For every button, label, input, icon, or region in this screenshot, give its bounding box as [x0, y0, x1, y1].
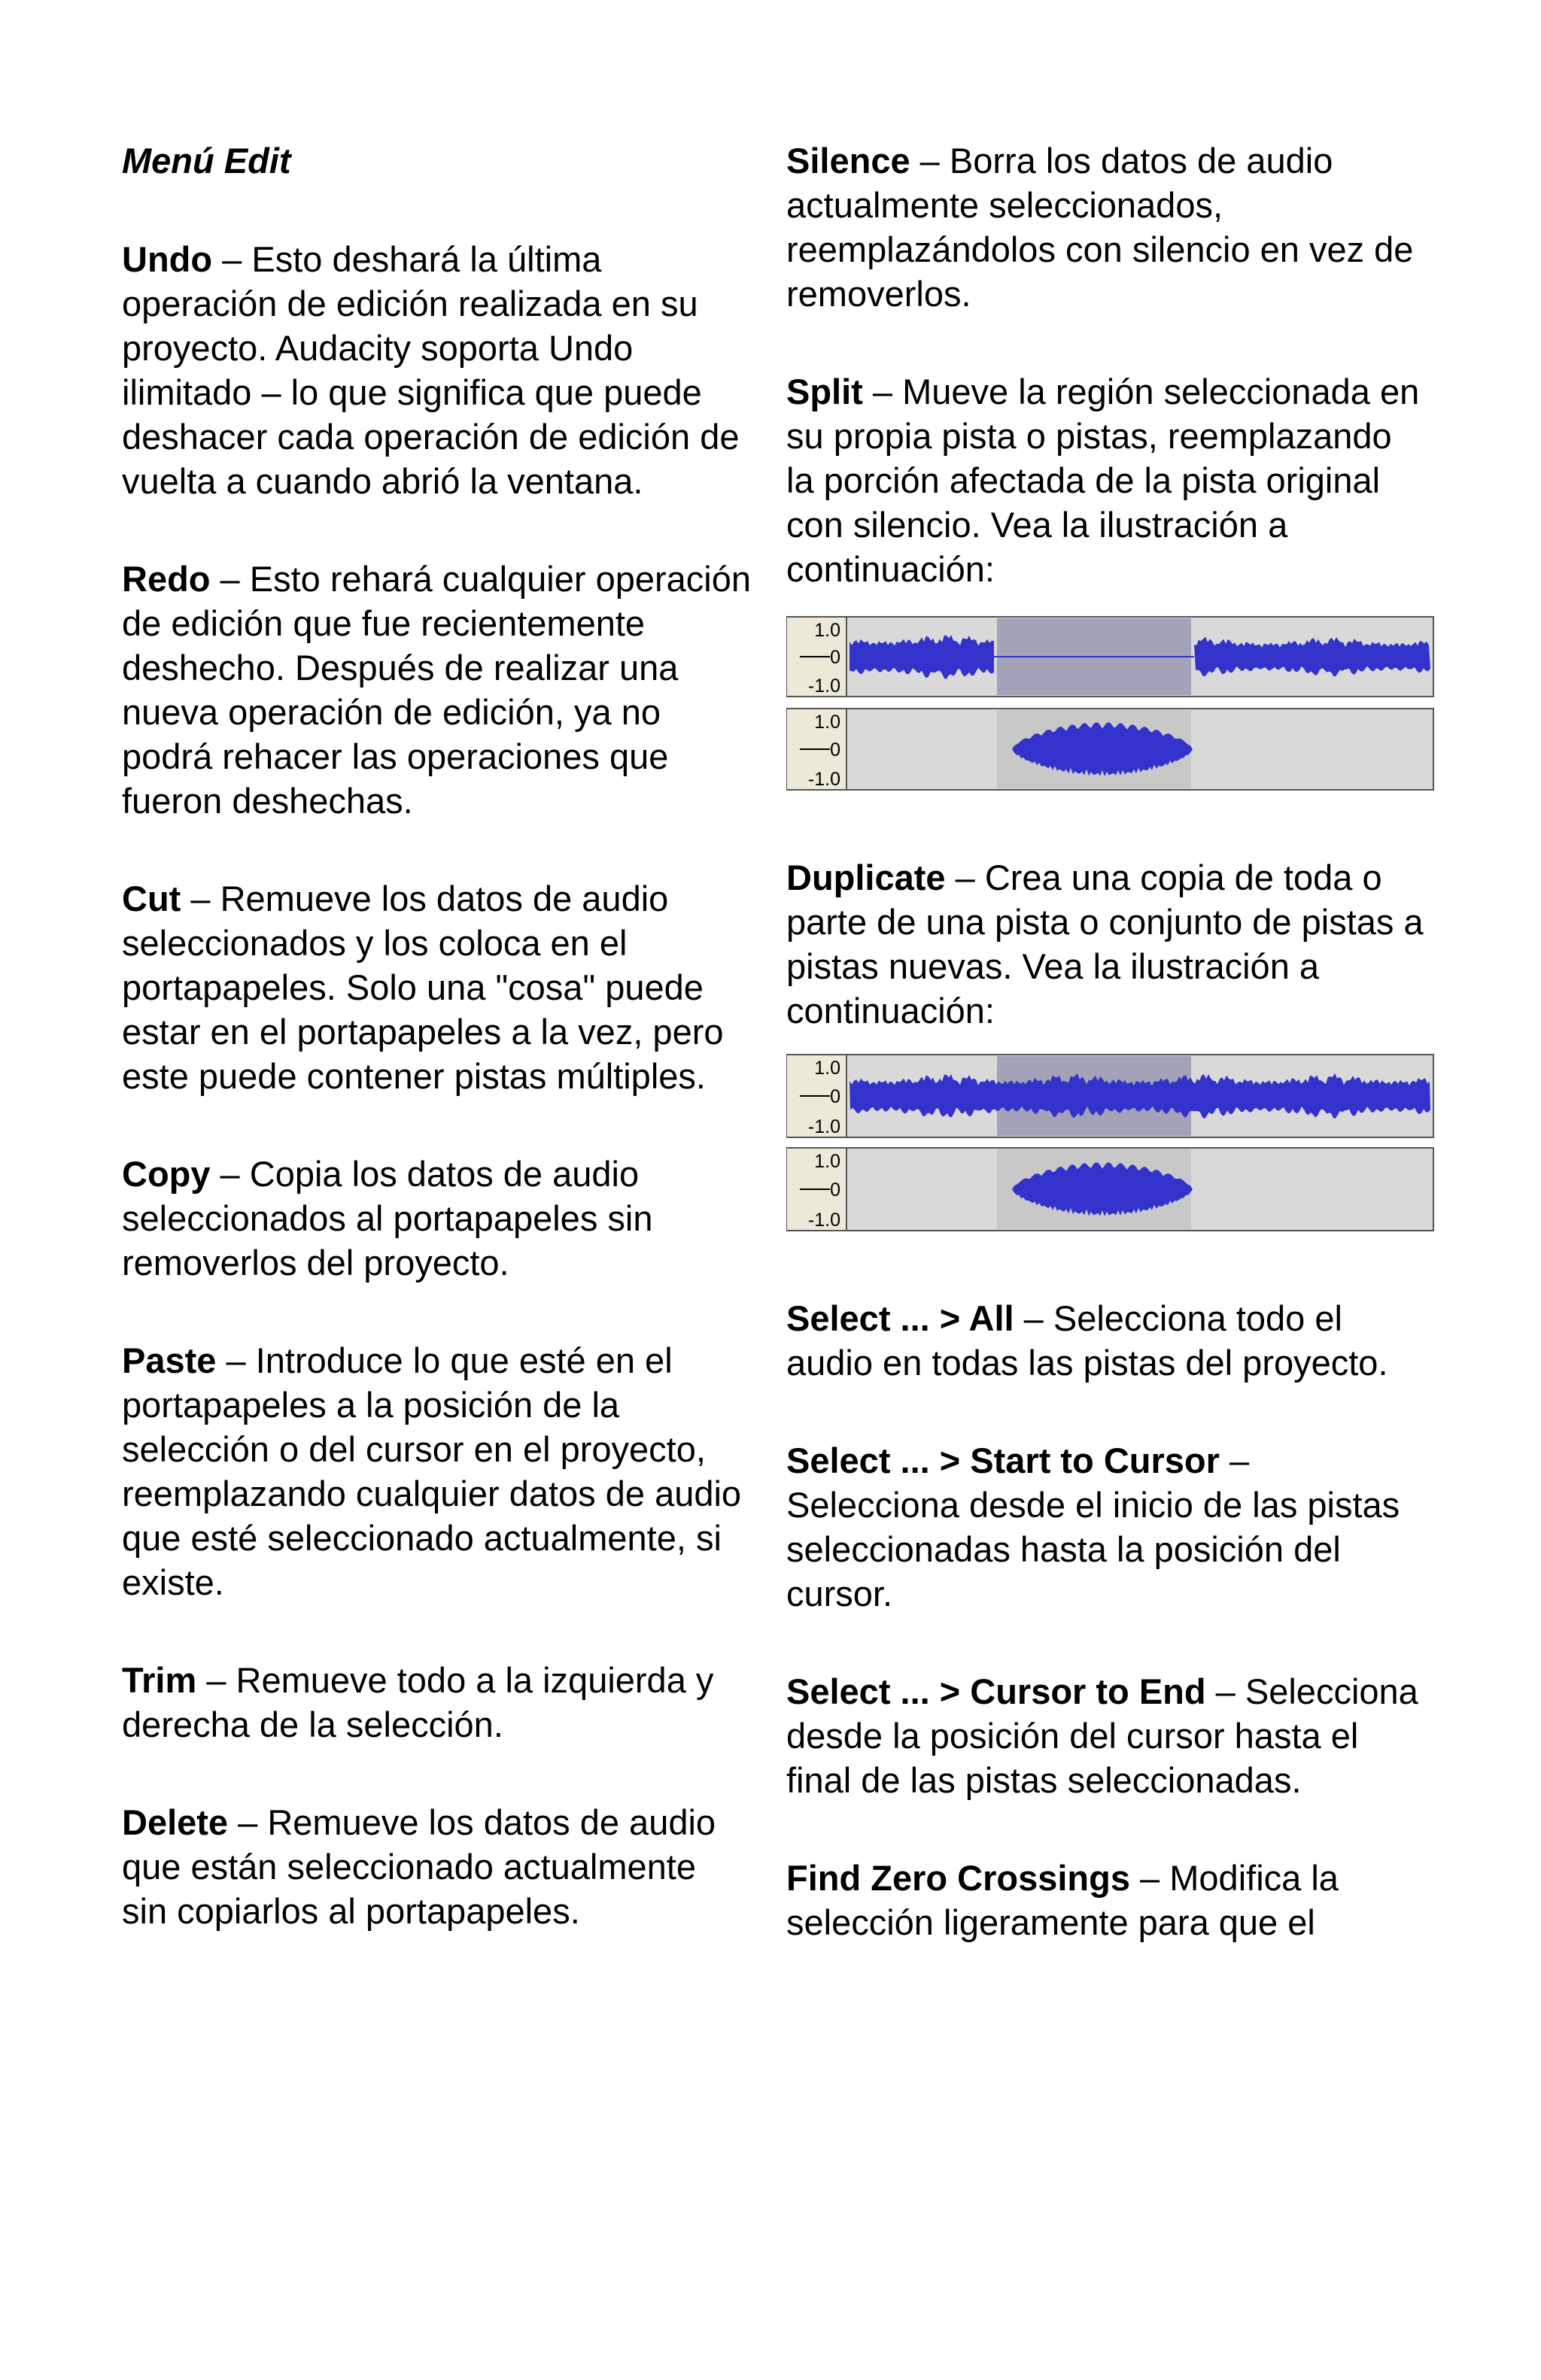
- entry-text: Selecciona todo el audio en todas las pistas del proyecto.: [786, 1298, 1388, 1383]
- entry-text: Selecciona desde el inicio de las pistas seleccionadas hasta la posición del cursor.: [786, 1485, 1400, 1613]
- dash: –: [228, 1802, 268, 1842]
- entry-text: Esto rehará cualquier operación de edición que fue recientemente deshecho. Después de realizar una nueva operación de edición, ya no podrá rehacer las operaciones que fueron deshechas.: [122, 559, 752, 821]
- dash: –: [181, 879, 220, 918]
- dash: –: [210, 1154, 250, 1194]
- entry-term: Delete: [122, 1802, 229, 1842]
- entry-term: Duplicate: [786, 858, 946, 897]
- scale-mid-label: 0: [830, 647, 840, 668]
- right-column: [786, 138, 1426, 1998]
- entry-paste: [122, 1338, 751, 1604]
- entry-text: Mueve la región seleccionada en su propia pista o pistas, reemplazando la porción afectada de la pista original con silencio. Vea la ilustración a continuación:: [786, 372, 1420, 589]
- scale-top-label: 1.0: [814, 1058, 840, 1079]
- scale-top-label: 1.0: [814, 620, 840, 641]
- entry-term: Copy: [122, 1154, 211, 1194]
- scale-bottom-label: -1.0: [807, 675, 840, 697]
- entry-term: Trim: [122, 1660, 197, 1700]
- scale-mid-label: 0: [830, 1179, 840, 1201]
- scale-mid-label: 0: [830, 739, 840, 760]
- entry-cut: [122, 876, 751, 1098]
- scale-mid-label: 0: [830, 1086, 840, 1107]
- entry-text: Crea una copia de toda o parte de una pista o conjunto de pistas a pistas nuevas. Vea la ilustración a continuación:: [786, 858, 1424, 1031]
- entry-undo: [122, 237, 751, 503]
- entry-text: Borra los datos de audio actualmente seleccionados, reemplazándolos con silencio en vez de removerlos.: [786, 141, 1414, 314]
- dash: –: [1014, 1298, 1053, 1338]
- entry-delete: [122, 1800, 751, 1933]
- entry-term: Cut: [122, 879, 181, 918]
- entry-silence: [786, 138, 1426, 316]
- dash: –: [1130, 1858, 1170, 1898]
- entry-term: Redo: [122, 559, 211, 599]
- duplicate-track-figure: [786, 1053, 1435, 1234]
- entry-select-cursor-to-end: [786, 1669, 1426, 1802]
- entry-text: Copia los datos de audio seleccionados al portapapeles sin removerlos del proyecto.: [122, 1154, 653, 1283]
- entry-redo: [122, 557, 751, 823]
- entry-text: Remueve los datos de audio que están seleccionado actualmente sin copiarlos al portapapeles.: [122, 1802, 716, 1931]
- section-heading: Menú Edit: [122, 141, 291, 181]
- dash: –: [910, 141, 950, 181]
- entry-text: Introduce lo que esté en el portapapeles a la posición de la selección o del cursor en el proyecto, reemplazando cualquier datos de audio que esté seleccionado actualmente, si existe.: [122, 1340, 742, 1602]
- scale-top-label: 1.0: [814, 712, 840, 733]
- dash: –: [196, 1660, 236, 1700]
- entry-text: Remueve los datos de audio seleccionados y los coloca en el portapapeles. Solo una "cosa" puede estar en el portapapeles a la vez, pero este puede contener pistas múltiples.: [122, 879, 724, 1096]
- scale-bottom-label: -1.0: [807, 769, 840, 790]
- scale-bottom-label: -1.0: [807, 1116, 840, 1137]
- dash: –: [1205, 1671, 1245, 1711]
- entry-duplicate: [786, 855, 1426, 1033]
- entry-copy: [122, 1152, 751, 1285]
- entry-text: Modifica la selección ligeramente para que el: [786, 1858, 1339, 1942]
- entry-term: Select ... > Cursor to End: [786, 1671, 1206, 1711]
- entry-select-all: [786, 1296, 1426, 1385]
- split-track-figure: [786, 615, 1435, 793]
- dash: –: [1219, 1440, 1250, 1480]
- entry-select-start-to-cursor: [786, 1438, 1426, 1616]
- dash: –: [216, 1340, 256, 1380]
- split-illustration: [786, 615, 1435, 793]
- scale-bottom-label: -1.0: [807, 1210, 840, 1231]
- dash: –: [210, 559, 250, 599]
- entry-text: Esto deshará la última operación de edición realizada en su proyecto. Audacity soporta Undo ilimitado – lo que significa que puede deshacer cada operación de edición de vuelta a cuando abrió la ventana.: [122, 239, 740, 501]
- left-column: [122, 138, 751, 1987]
- entry-term: Undo: [122, 239, 213, 279]
- entry-term: Silence: [786, 141, 910, 181]
- entry-term: Select ... > Start to Cursor: [786, 1440, 1220, 1480]
- entry-term: Paste: [122, 1340, 217, 1380]
- entry-text: Selecciona desde la posición del cursor hasta el final de las pistas seleccionadas.: [786, 1671, 1418, 1800]
- entry-term: Select ... > All: [786, 1298, 1014, 1338]
- dash: –: [862, 372, 903, 411]
- duplicate-illustration: [786, 1053, 1435, 1234]
- scale-top-label: 1.0: [814, 1151, 840, 1172]
- entry-split: [786, 369, 1426, 591]
- dash: –: [212, 239, 252, 279]
- entry-text: Remueve todo a la izquierda y derecha de la selección.: [122, 1660, 714, 1744]
- entry-find-zero-crossings: [786, 1856, 1426, 1944]
- entry-term: Find Zero Crossings: [786, 1858, 1130, 1898]
- entry-term: Split: [786, 372, 863, 411]
- entry-trim: [122, 1658, 751, 1747]
- dash: –: [945, 858, 985, 897]
